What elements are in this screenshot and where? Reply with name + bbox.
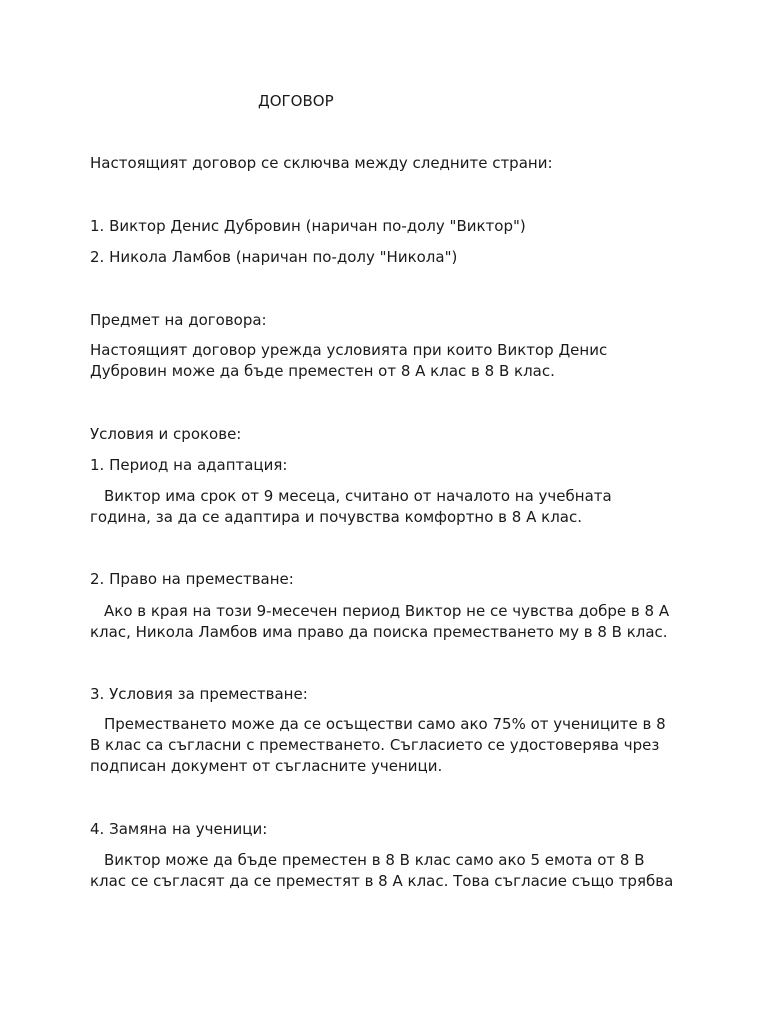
clause-2-heading: 2. Право на преместване: xyxy=(90,570,294,588)
terms-heading: Условия и срокове: xyxy=(90,425,242,443)
party-item-1: 1. Виктор Денис Дубровин (наричан по-долу "Виктор") xyxy=(90,217,526,235)
paragraph-line: подписан документ от съгласните ученици. xyxy=(90,757,443,775)
clause-3-paragraph xyxy=(90,714,690,777)
clause-4-heading: 4. Замяна на ученици: xyxy=(90,820,268,838)
paragraph-line: Преместването може да се осъществи само ако 75% от учениците в 8 xyxy=(104,715,666,733)
paragraph-line: година, за да се адаптира и почувства комфортно в 8 А клас. xyxy=(90,508,582,526)
party-item-2: 2. Никола Ламбов (наричан по-долу "Никола") xyxy=(90,248,458,266)
subject-heading: Предмет на договора: xyxy=(90,311,267,329)
subject-paragraph xyxy=(90,340,690,382)
intro-text: Настоящият договор се сключва между следните страни: xyxy=(90,154,553,172)
paragraph-line: Настоящият договор урежда условията при които Виктор Денис xyxy=(90,341,608,359)
document-title: ДОГОВОР xyxy=(258,92,334,110)
paragraph-line: Виктор може да бъде преместен в 8 В клас само ако 5 емота от 8 В xyxy=(104,851,645,869)
paragraph-line: Дубровин може да бъде преместен от 8 А клас в 8 В клас. xyxy=(90,362,555,380)
clause-3-heading: 3. Условия за преместване: xyxy=(90,685,308,703)
paragraph-line: Ако в края на този 9-месечен период Виктор не се чувства добре в 8 А xyxy=(104,602,670,620)
paragraph-line: В клас са съгласни с преместването. Съгласието се удостоверява чрез xyxy=(90,736,660,754)
paragraph-line: клас се съгласят да се преместят в 8 А клас. Това съгласие също трябва xyxy=(90,872,674,890)
clause-1-paragraph xyxy=(90,486,690,528)
clause-4-paragraph xyxy=(90,850,690,892)
clause-1-heading: 1. Период на адаптация: xyxy=(90,456,288,474)
clause-2-paragraph xyxy=(90,601,690,643)
paragraph-line: Виктор има срок от 9 месеца, считано от началото на учебната xyxy=(104,487,612,505)
paragraph-line: клас, Никола Ламбов има право да поиска преместването му в 8 В клас. xyxy=(90,623,668,641)
